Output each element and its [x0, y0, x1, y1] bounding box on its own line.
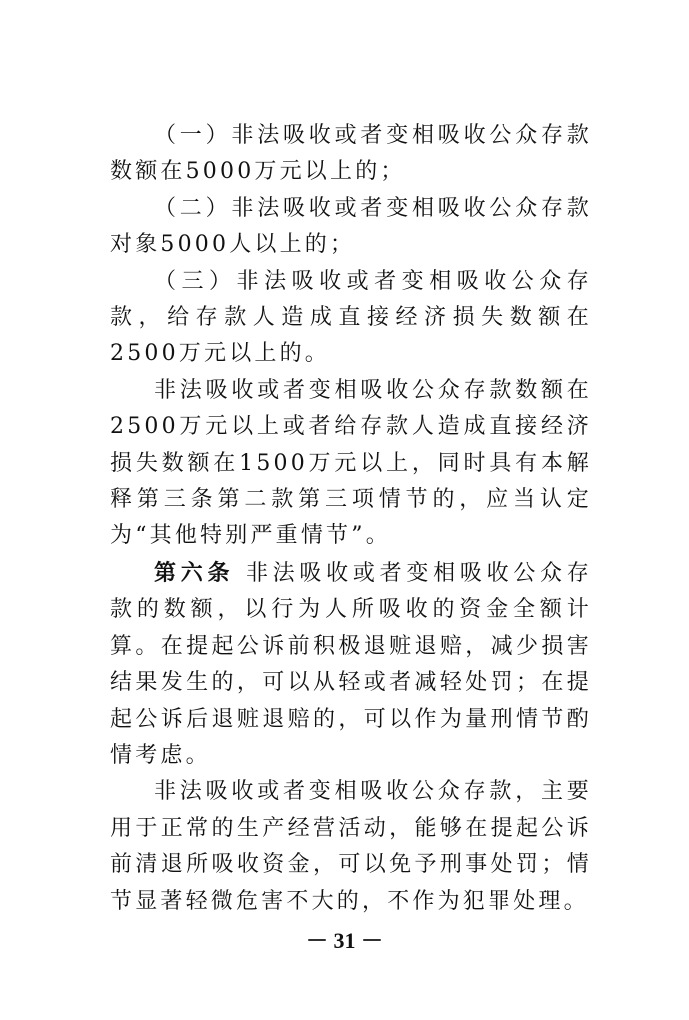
body-text — [110, 118, 592, 920]
paragraph-item-1 — [110, 118, 592, 191]
article-6 — [110, 555, 592, 774]
paragraph-text: （三）非法吸收或者变相吸收公众存款，给存款人造成直接经济损失数额在2500万元以上的。 — [110, 268, 592, 367]
paragraph-exemption — [110, 774, 592, 920]
article-heading: 第六条 — [154, 559, 235, 586]
paragraph-text: 非法吸收或者变相吸收公众存款数额在2500万元以上或者给存款人造成直接经济损失数额在1500万元以上，同时具有本解释第三条第二款第三项情节的，应当认定为“其他特别严重情节”。 — [110, 377, 592, 549]
paragraph-aggravating — [110, 373, 592, 555]
paragraph-item-2 — [110, 191, 592, 264]
paragraph-text: （一）非法吸收或者变相吸收公众存款数额在5000万元以上的； — [110, 123, 592, 185]
paragraph-text: 非法吸收或者变相吸收公众存款，主要用于正常的生产经营活动，能够在提起公诉前清退所吸收资金，可以免予刑事处罚；情节显著轻微危害不大的，不作为犯罪处理。 — [110, 779, 592, 914]
paragraph-text: 非法吸收或者变相吸收公众存款的数额，以行为人所吸收的资金全额计算。在提起公诉前积极退赃退赔，减少损害结果发生的，可以从轻或者减轻处罚；在提起公诉后退赃退赔的，可以作为量刑情节酌情考虑。 — [110, 560, 592, 768]
paragraph-item-3 — [110, 264, 592, 373]
paragraph-text: （二）非法吸收或者变相吸收公众存款对象5000人以上的； — [110, 195, 592, 258]
page-number: － 31 － — [305, 928, 383, 953]
